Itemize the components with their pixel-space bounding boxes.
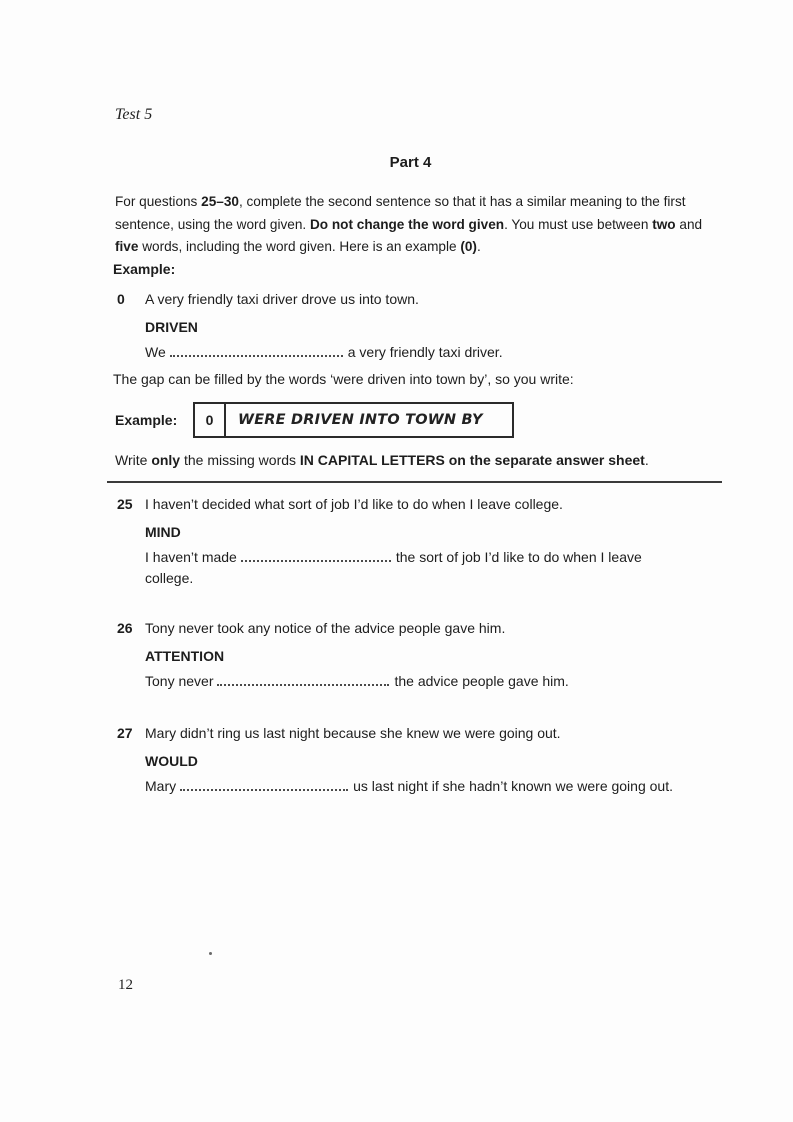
question-27 [115, 723, 693, 797]
text-segment: five [115, 239, 139, 254]
example-sentence-row [115, 289, 690, 309]
keyword: ATTENTION [145, 648, 225, 664]
question-sentence-row [115, 618, 693, 638]
gap-after-text: the advice people gave him. [394, 673, 569, 689]
dotted-gap-line [180, 785, 348, 791]
write-note [115, 452, 649, 468]
example-heading: Example: [113, 261, 176, 277]
text-segment: . You must use between [504, 216, 653, 232]
question-number: 26 [117, 620, 133, 636]
text-segment: the missing words [180, 452, 300, 468]
gap-before-text: I haven’t made [145, 549, 237, 565]
text-segment: words, including the word given. Here is an example [138, 239, 461, 254]
test-label: Test 5 [115, 106, 153, 123]
divider-rule [107, 481, 722, 483]
text-segment: only [151, 452, 181, 468]
text-segment: two [652, 216, 676, 232]
dotted-gap-line [170, 351, 343, 357]
scan-speck [209, 952, 212, 955]
text-segment: and [675, 216, 703, 232]
text-segment: . [476, 239, 481, 254]
example-item [115, 289, 690, 363]
question-25 [115, 494, 693, 589]
text-segment: For questions [115, 194, 202, 209]
example-answer-box [193, 402, 514, 438]
question-sentence: I haven’t decided what sort of job I’d like to do when I leave college. [145, 496, 563, 512]
gap-before-text: We [145, 344, 166, 360]
question-sentence-row [115, 494, 693, 514]
question-sentence: Mary didn’t ring us last night because she knew we were going out. [145, 725, 561, 741]
text-segment: . [644, 452, 649, 468]
item-number: 0 [117, 291, 125, 307]
question-sentence-row [115, 723, 693, 743]
instructions-line-3 [115, 236, 755, 259]
keyword: DRIVEN [145, 319, 198, 335]
instructions-line-1 [115, 191, 755, 214]
gap-sentence [145, 342, 690, 363]
gap-sentence [145, 776, 693, 797]
question-number: 27 [117, 725, 133, 741]
example-answer-label: Example: [115, 412, 178, 428]
text-segment: 25–30 [201, 194, 239, 209]
page-number: 12 [118, 977, 133, 993]
gap-sentence [145, 671, 693, 692]
gap-after-text: the sort of job I’d like to do when I leave college. [145, 549, 642, 586]
answer-number-cell: 0 [195, 404, 226, 436]
question-sentence: Tony never took any notice of the advice people gave him. [145, 620, 506, 636]
text-segment: IN CAPITAL LETTERS on the separate answer sheet [299, 452, 645, 468]
instructions [115, 191, 755, 259]
answer-text: WERE DRIVEN INTO TOWN BY [238, 412, 483, 428]
gap-after-text: us last night if she hadn’t known we were going out. [353, 778, 673, 794]
gap-before-text: Tony never [145, 673, 214, 689]
item-sentence: A very friendly taxi driver drove us into town. [145, 291, 419, 307]
dotted-gap-line [241, 556, 391, 562]
text-segment: Do not change the word given [309, 216, 505, 232]
question-26 [115, 618, 693, 692]
gap-sentence [145, 547, 693, 589]
gap-before-text: Mary [145, 778, 177, 794]
dotted-gap-line [217, 680, 389, 686]
keyword: MIND [145, 524, 181, 540]
keyword: WOULD [145, 753, 198, 769]
instructions-line-2 [115, 214, 755, 237]
text-segment: (0) [460, 239, 477, 254]
text-segment: , complete the second sentence so that it has a similar meaning to the first [238, 194, 686, 209]
question-number: 25 [117, 496, 133, 512]
text-segment: Write [115, 452, 152, 468]
gap-after-text: a very friendly taxi driver. [347, 344, 503, 360]
example-answer-row [115, 402, 514, 438]
explanation-text: The gap can be filled by the words ‘were driven into town by’, so you write: [113, 371, 574, 387]
text-segment: sentence, using the word given. [115, 216, 310, 232]
part-title: Part 4 [389, 154, 432, 171]
